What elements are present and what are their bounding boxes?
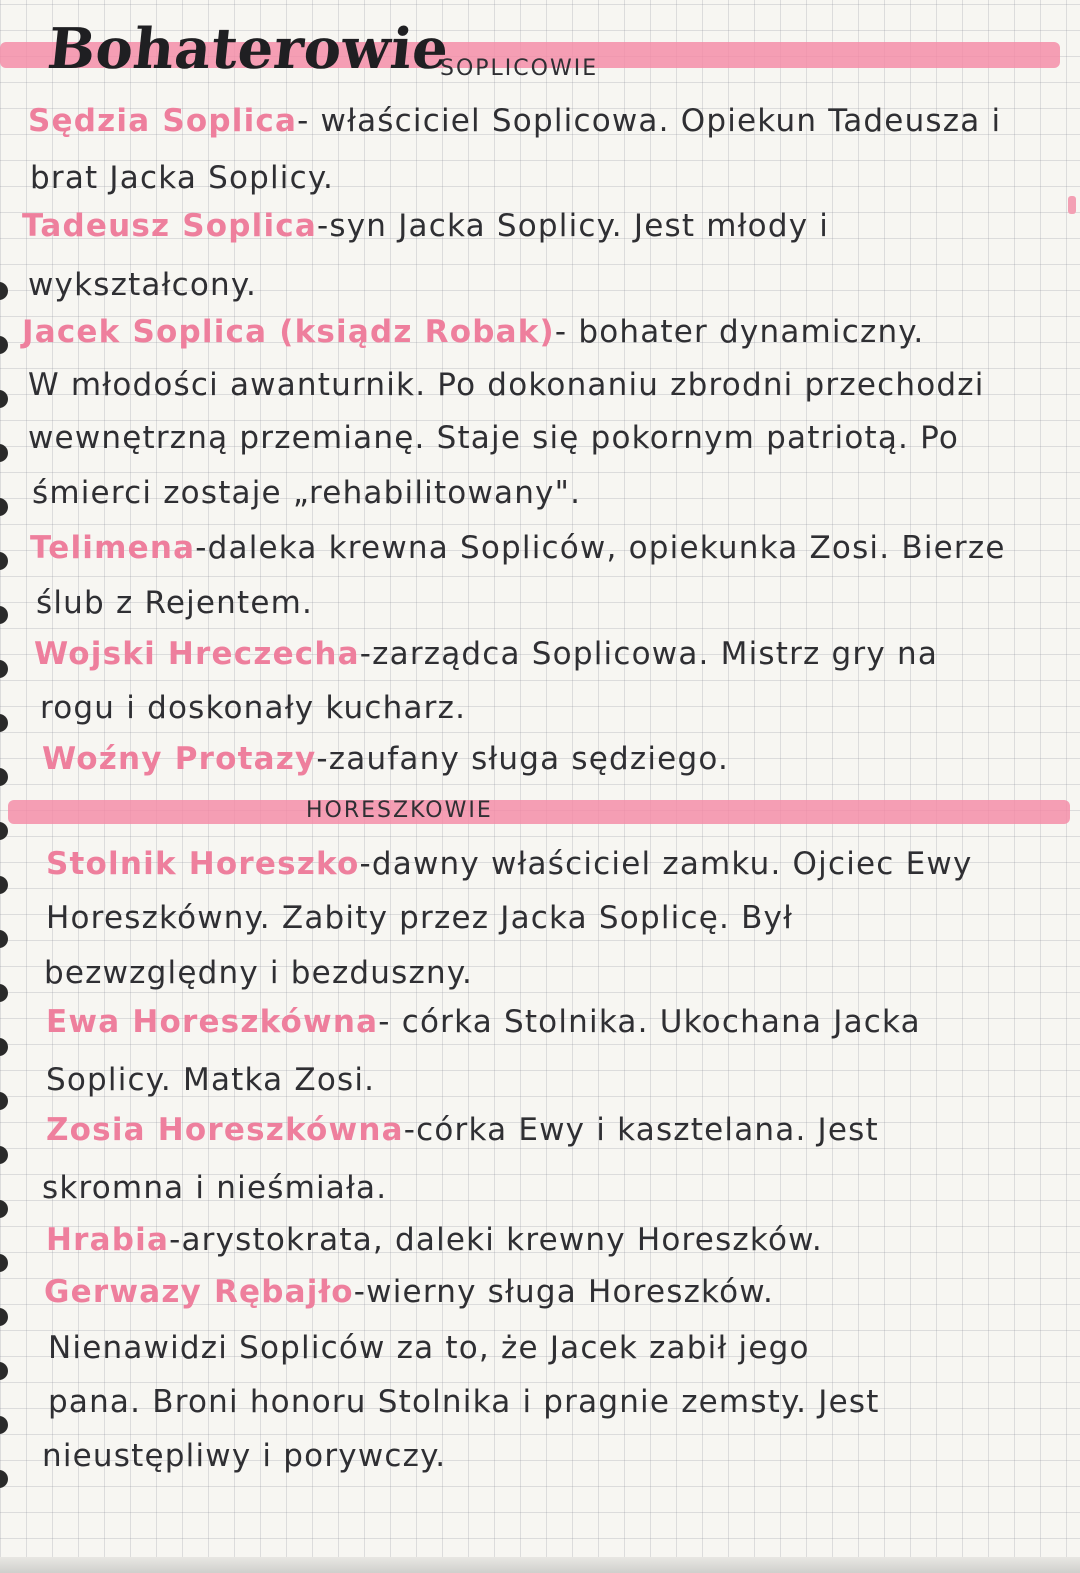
entry-line <box>30 530 1006 566</box>
entry-line <box>22 208 829 244</box>
entry-line <box>46 1004 921 1040</box>
entry-line <box>34 636 938 672</box>
binding-hole <box>0 984 8 1002</box>
entry-line: W młodości awanturnik. Po dokonaniu zbrodni przechodzi <box>28 367 985 403</box>
binding-hole <box>0 822 8 840</box>
character-desc: -wierny sługa Horeszków. <box>353 1274 775 1310</box>
character-desc: -zarządca Soplicowa. Mistrz gry na <box>359 636 939 672</box>
character-name: Zosia Horeszkówna <box>46 1112 404 1148</box>
character-desc: - córka Stolnika. Ukochana Jacka <box>378 1004 921 1040</box>
binding-hole <box>0 1146 8 1164</box>
binding-hole <box>0 444 8 462</box>
entry-line: pana. Broni honoru Stolnika i pragnie zemsty. Jest <box>48 1384 880 1420</box>
entry-line: rogu i doskonały kucharz. <box>40 690 467 726</box>
entry-line: Soplicy. Matka Zosi. <box>46 1062 376 1098</box>
binding-hole <box>0 1092 8 1110</box>
character-name: Gerwazy Rębajło <box>44 1274 354 1310</box>
character-desc: - bohater dynamiczny. <box>554 314 925 350</box>
entry-line <box>28 103 1001 139</box>
pink-pen-mark <box>1068 196 1076 214</box>
page-title: Bohaterowie <box>44 16 453 82</box>
entry-line: wykształcony. <box>28 267 258 303</box>
character-name: Stolnik Horeszko <box>46 846 360 882</box>
character-desc: -arystokrata, daleki krewny Horeszków. <box>169 1222 823 1258</box>
entry-line <box>44 1274 774 1310</box>
binding-hole <box>0 1308 8 1326</box>
section-label-soplicowie: SOPLICOWIE <box>440 56 599 81</box>
page-bottom-edge <box>0 1557 1080 1573</box>
character-name: Sędzia Soplica <box>28 103 298 139</box>
character-desc: -syn Jacka Soplicy. Jest młody i <box>317 208 830 244</box>
entry-line <box>46 846 973 882</box>
binding-hole <box>0 768 8 786</box>
entry-line: Horeszkówny. Zabity przez Jacka Soplicę. Był <box>46 900 794 936</box>
binding-hole <box>0 1362 8 1380</box>
binding-hole <box>0 1200 8 1218</box>
entry-line: Nienawidzi Sopliców za to, że Jacek zabił jego <box>48 1330 810 1366</box>
character-name: Woźny Protazy <box>42 741 317 777</box>
binding-hole <box>0 1038 8 1056</box>
character-name: Tadeusz Soplica <box>22 208 318 244</box>
entry-line: brat Jacka Soplicy. <box>30 160 335 196</box>
binding-hole <box>0 552 8 570</box>
entry-line: śmierci zostaje „rehabilitowany". <box>32 475 582 511</box>
entry-line <box>46 1222 823 1258</box>
entry-line: bezwzględny i bezduszny. <box>44 955 473 991</box>
entry-line <box>42 741 729 777</box>
character-name: Jacek Soplica (ksiądz Robak) <box>22 314 555 350</box>
character-desc: -daleka krewna Sopliców, opiekunka Zosi. Bierze <box>195 530 1006 566</box>
entry-line <box>46 1112 879 1148</box>
character-name: Hrabia <box>46 1222 170 1258</box>
entry-line: skromna i nieśmiała. <box>42 1170 388 1206</box>
binding-hole <box>0 606 8 624</box>
binding-hole <box>0 390 8 408</box>
character-name: Ewa Horeszkówna <box>46 1004 379 1040</box>
binding-hole <box>0 660 8 678</box>
binding-hole <box>0 876 8 894</box>
entry-line: ślub z Rejentem. <box>36 585 314 621</box>
binding-hole <box>0 1416 8 1434</box>
character-desc: -zaufany sługa sędziego. <box>316 741 730 777</box>
binding-hole <box>0 282 8 300</box>
entry-line <box>22 314 924 350</box>
entry-line: nieustępliwy i porywczy. <box>42 1438 447 1474</box>
binding-hole <box>0 498 8 516</box>
binding-hole <box>0 930 8 948</box>
binding-hole <box>0 1254 8 1272</box>
character-name: Telimena <box>30 530 196 566</box>
character-desc: -córka Ewy i kasztelana. Jest <box>403 1112 879 1148</box>
binding-hole <box>0 336 8 354</box>
character-desc: - właściciel Soplicowa. Opiekun Tadeusza i <box>297 103 1002 139</box>
binding-hole <box>0 714 8 732</box>
character-name: Wojski Hreczecha <box>34 636 360 672</box>
binding-hole <box>0 1470 8 1488</box>
section-label-horeszkowie: HORESZKOWIE <box>306 798 493 823</box>
character-desc: -dawny właściciel zamku. Ojciec Ewy <box>359 846 973 882</box>
entry-line: wewnętrzną przemianę. Staje się pokornym patriotą. Po <box>28 420 960 456</box>
section-highlight <box>8 800 1070 824</box>
